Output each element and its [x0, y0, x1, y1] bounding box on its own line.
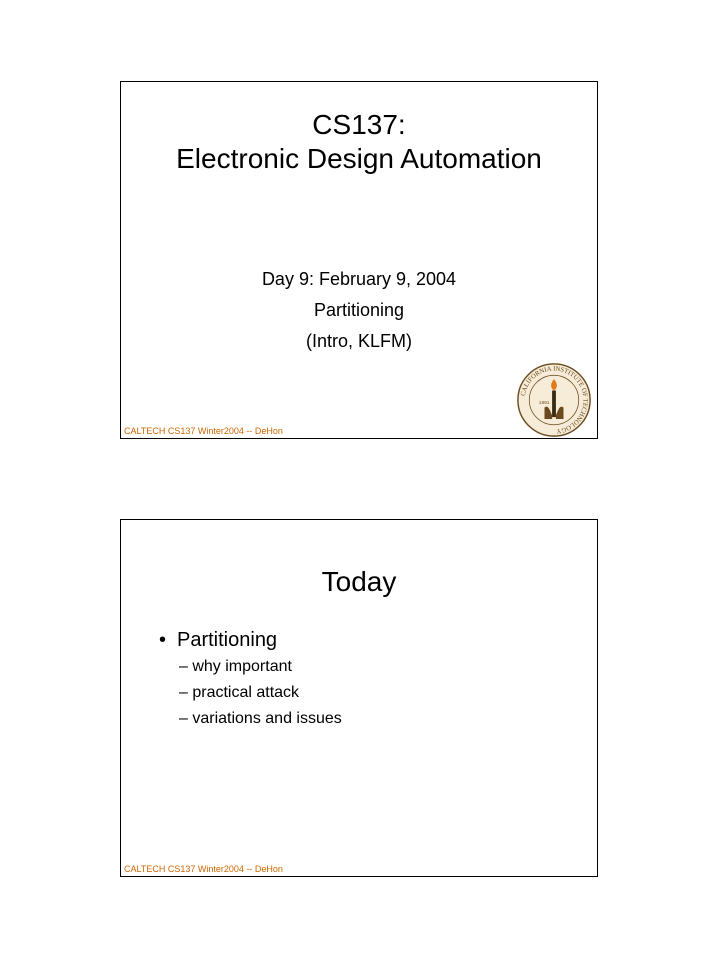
slide-title-line-1: CS137: [312, 109, 406, 140]
bullet-text: Partitioning [177, 629, 278, 651]
svg-text:1891: 1891 [538, 400, 550, 406]
slide-footer: CALTECH CS137 Winter2004 -- DeHon [124, 426, 283, 436]
bullet-list [159, 626, 342, 732]
slide-date: Day 9: February 9, 2004 [261, 269, 457, 289]
bullet-dot-icon: • [159, 629, 167, 651]
slide-1 [120, 81, 598, 439]
bullet-item [159, 626, 342, 654]
sub-bullet-item: – why important [179, 658, 292, 675]
slide-subtopic: (Intro, KLFM) [305, 331, 412, 351]
slide-title: Today [321, 566, 397, 597]
slide-title-line-2: Electronic Design Automation [176, 143, 542, 174]
sub-bullet-text: variations and issues [192, 710, 342, 727]
slide-topic: Partitioning [313, 300, 405, 320]
sub-bullet-item: – practical attack [179, 684, 300, 701]
slide-2 [120, 519, 598, 877]
slide-footer: CALTECH CS137 Winter2004 -- DeHon [124, 864, 283, 874]
svg-text:CALIFORNIA INSTITUTE OF TECHNO: CALIFORNIA INSTITUTE OF TECHNOLOGY [519, 365, 589, 435]
caltech-seal-icon [516, 362, 592, 438]
sub-bullet-item: – variations and issues [179, 710, 342, 727]
sub-bullet-text: why important [192, 658, 292, 675]
sub-bullet-text: practical attack [192, 684, 300, 701]
